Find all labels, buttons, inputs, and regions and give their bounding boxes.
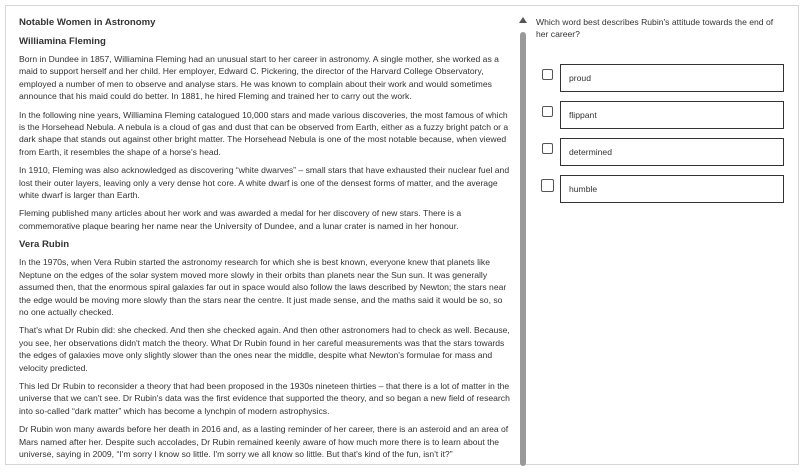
paragraph: In the 1970s, when Vera Rubin started the astronomy research for which she is best known, everyone knew that planets like Neptune on the edges of the solar system moved more slowly in their orbits than planets near the Sun sun. It was generally assumed then, that the enormous spiral galaxies far out in space would also follow the laws described by Newton; the stars near the edge would be moving more slowly than the stars near the centre. It just made sense, and the maths said it would be so, so no one actually checked. [19,257,507,317]
checkbox[interactable] [542,106,553,117]
option-label[interactable]: proud [560,64,784,92]
section-heading-fleming: Williamina Fleming [19,36,106,47]
paragraph: In the following nine years, Williamina Fleming catalogued 10,000 stars and made various discoveries, the most famous of which is the Horsehead Nebula. A nebula is a cloud of gas and dust that can be observed from Earth, either as a fuzzy bright patch or a dark shape that stands out against other bright matter. The Horsehead Nebula is one of the most notable because, when viewed from Earth, it resembles the shape of a horse's head. [19,109,509,157]
scroll-up-icon[interactable] [519,17,527,23]
answer-option-determined[interactable] [542,138,788,166]
answer-option-proud[interactable] [542,64,788,92]
paragraph: That's what Dr Rubin did: she checked. And then she checked again. And then other astronomers had to check as well. Because, you see, her observations didn't match the theory. What Dr Rubin found in her careful measurements was that the stars towards the edges of galaxies move only slightly slower than the ones near the middle, despite what Newton's formulae for mass and velocity predicted. [19,325,510,373]
checkbox[interactable] [542,69,553,80]
passage-scrollbar[interactable] [519,16,527,466]
answer-option-flippant[interactable] [542,101,788,129]
scrollbar-thumb[interactable] [520,32,526,466]
paragraph: This led Dr Rubin to reconsider a theory that had been proposed in the 1930s nineteen thirties – that there is a lot of matter in the universe that we can't see. Dr Rubin's data was the first evidence that supported the theory, and so began a new field of research into so-called “dark matter” which has become a lynchpin of modern astrophysics. [19,380,510,416]
paragraph: Fleming published many articles about her work and was awarded a medal for her discovery of new stars. There is a commemorative plaque bearing her name near the University of Dundee, and a lunar crater is named in her honour. [19,208,462,231]
paragraph: Born in Dundee in 1857, Williamina Fleming had an unusual start to her career in astronomy. A single mother, she worked as a maid to support herself and her child. Her employer, Edward C. Pickering, the director of the Harvard College Observatory, employed a number of men to observe and analyse stars. He was known to complain about their work and would sometimes announce that his maid could do better. In 1881, he hired Fleming and trained her to carry out the work. [19,54,499,102]
option-label[interactable]: determined [560,138,784,166]
option-label[interactable]: flippant [560,101,784,129]
paragraph: Dr Rubin won many awards before her death in 2016 and, as a lasting reminder of her career, there is an asteroid and an area of Mars named after her. Despite such accolades, Dr Rubin remained keenly aware of how much more there is to learn about the universe, saying in 2009, “I'm sorry I know so little. I'm sorry we all know so little. But that's kind of the fun, isn't it?” [19,424,509,459]
answer-options [542,64,788,212]
question-frame [5,5,799,465]
answer-option-humble[interactable] [542,175,788,203]
paragraph: In 1910, Fleming was also acknowledged as discovering “white dwarves” – small stars that have exhausted their nuclear fuel and lost their outer layers, leaving only a very dense hot core. A white dwarf is one of the densest forms of matter, and the average white dwarf is larger than Earth. [19,165,510,201]
question-text: Which word best describes Rubin's attitude towards the end of her career? [536,17,774,40]
option-label[interactable]: humble [560,175,784,203]
reading-passage [19,16,511,462]
checkbox[interactable] [542,143,553,154]
checkbox[interactable] [541,179,554,192]
section-heading-rubin: Vera Rubin [19,239,70,251]
passage-title: Notable Women in Astronomy [19,17,156,28]
